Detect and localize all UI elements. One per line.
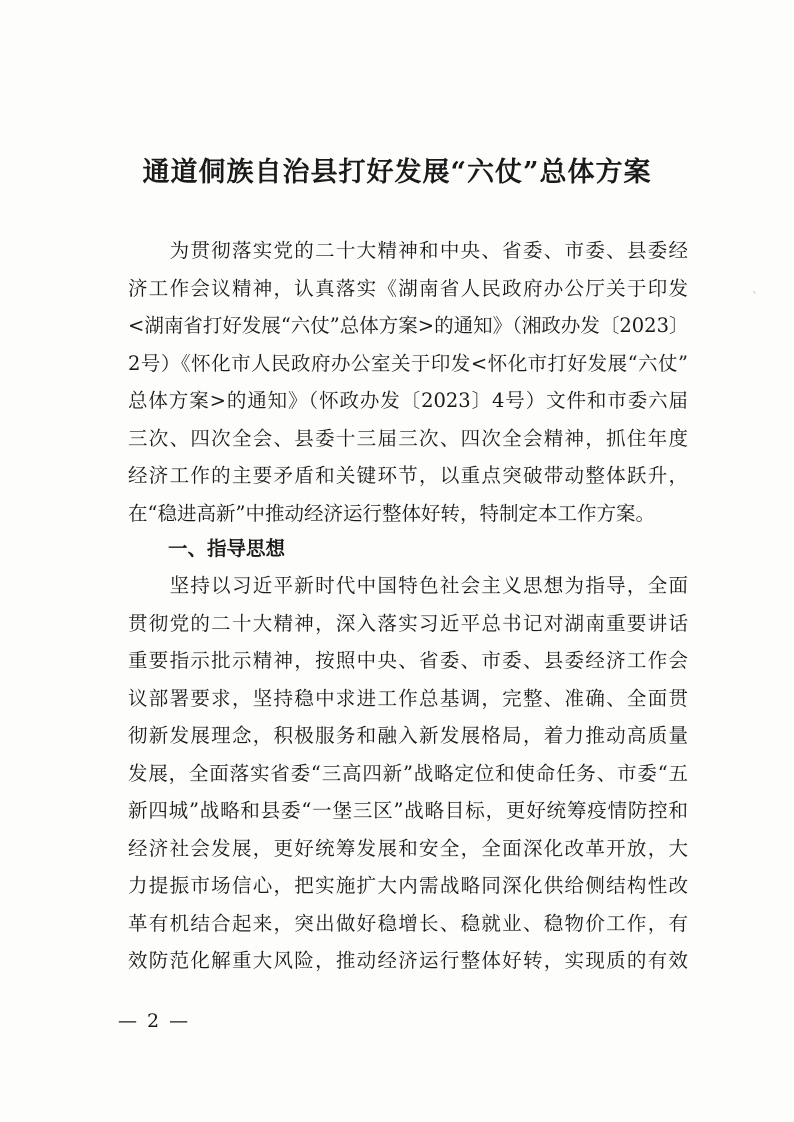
text-line: 彻新发展理念，积极服务和融入新发展格局，着力推动高质量 bbox=[128, 724, 688, 747]
text-line: 发展，全面落实省委“三高四新”战略定位和使命任务、市委“五 bbox=[128, 761, 688, 785]
text-line: 经济社会发展，更好统筹发展和安全，全面深化改革开放，大 bbox=[128, 836, 688, 860]
text-line: 2号）《怀化市人民政府办公室关于印发<怀化市打好发展“六仗” bbox=[128, 351, 688, 375]
text-line: <湖南省打好发展“六仗”总体方案>的通知》（湘政办发〔2023〕 bbox=[128, 314, 688, 337]
text-line: 力提振市场信心，把实施扩大内需战略同深化供给侧结构性改 bbox=[128, 874, 688, 897]
text-line: 坚持以习近平新时代中国特色社会主义思想为指导，全面 bbox=[128, 574, 688, 597]
text-line: 新四城”战略和县委“一堡三区”战略目标，更好统筹疫情防控和 bbox=[128, 799, 688, 822]
scan-speck-icon: ˋ bbox=[752, 290, 758, 304]
text-line: 贯彻党的二十大精神，深入落实习近平总书记对湖南重要讲话 bbox=[128, 611, 688, 635]
page-number: — 2 — bbox=[118, 1010, 191, 1032]
text-line: 重要指示批示精神，按照中央、省委、市委、县委经济工作会 bbox=[128, 649, 688, 672]
text-line: 三次、四次全会、县委十三届三次、四次全会精神，抓住年度 bbox=[128, 426, 688, 450]
text-line: 经济工作的主要矛盾和关键环节，以重点突破带动整体跃升， bbox=[128, 464, 688, 487]
text-line: 效防范化解重大风险，推动经济运行整体好转，实现质的有效 bbox=[128, 949, 688, 972]
section-heading-guiding-ideology: 一、指导思想 bbox=[168, 537, 286, 560]
text-line: 议部署要求，坚持稳中求进工作总基调，完整、准确、全面贯 bbox=[128, 686, 688, 710]
text-line: 为贯彻落实党的二十大精神和中央、省委、市委、县委经 bbox=[128, 239, 688, 262]
document-title: 通道侗族自治县打好发展“六仗”总体方案 bbox=[142, 157, 652, 188]
text-line: 济工作会议精神，认真落实《湖南省人民政府办公厅关于印发 bbox=[128, 276, 688, 300]
text-line: 革有机结合起来，突出做好稳增长、稳就业、稳物价工作，有 bbox=[128, 911, 688, 935]
text-line: 总体方案>的通知》（怀政办发〔2023〕4号）文件和市委六届 bbox=[128, 389, 688, 412]
text-line: 在“稳进高新”中推动经济运行整体好转，特制定本工作方案。 bbox=[128, 501, 655, 525]
paragraph-guiding-ideology bbox=[128, 567, 688, 980]
paragraph-intro bbox=[128, 232, 688, 532]
